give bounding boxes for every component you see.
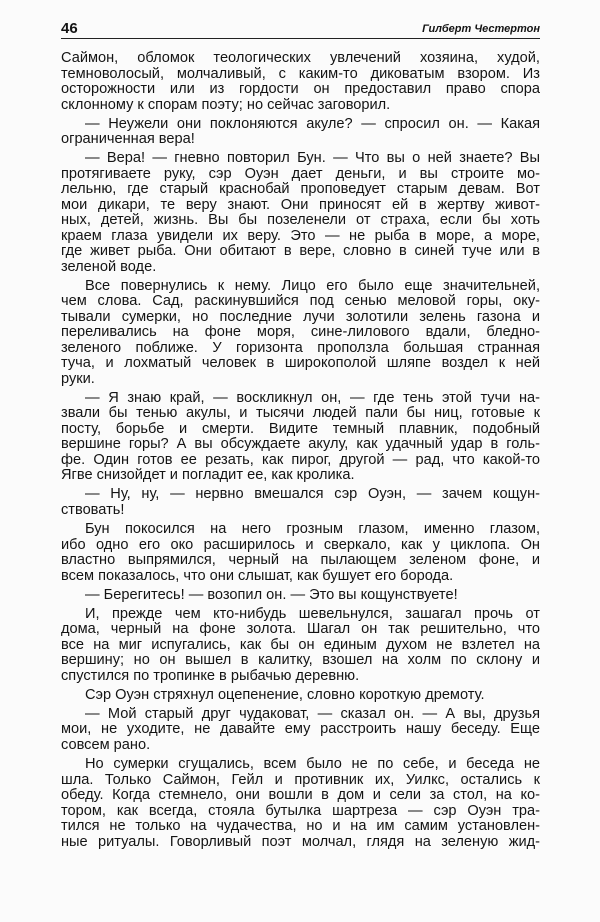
paragraph (61, 707, 540, 754)
text-line: туча, и лохматый человек в широкополой шляпе воздел к ней (61, 355, 540, 372)
text-line: Все повернулись к нему. Лицо его было еще значительней, (85, 277, 540, 294)
paragraph (61, 391, 540, 484)
paragraph (61, 522, 540, 584)
text-line: дома, черный на фоне золота. Шагал он так решительно, что (61, 621, 540, 638)
text-line: Бун покосился на него грозным глазом, именно глазом, (85, 521, 540, 538)
text-line: всем показалось, что они слышат, как бушует его борода. (61, 567, 454, 584)
page-header (61, 20, 540, 39)
text-line: И, прежде чем кто-нибудь шевельнулся, зашагал прочь от (85, 605, 540, 622)
text-line: зеленой воде. (61, 258, 157, 275)
paragraph (61, 51, 540, 113)
text-line: посту, борьбе и смерти. Видите темный плавник, подобный (61, 420, 540, 437)
paragraph (61, 279, 540, 388)
text-line: властно выпрямился, черный на пылающем зеленом фоне, и (61, 552, 540, 569)
page-number: 46 (61, 20, 78, 37)
text-line: темноволосый, молчаливый, с каким-то диковатым взором. Из (61, 65, 540, 82)
text-line: краем глаза увидели их веру. Это — не рыба в море, а море, (61, 227, 540, 244)
text-line: все на миг испугались, как бы он единым духом не взлетел на (61, 636, 540, 653)
text-line: Саймон, обломок теологических увлечений хозяина, худой, (61, 50, 540, 66)
text-line: Но сумерки сгущались, всем было не по себе, и беседа не (85, 756, 540, 773)
text-line: вершине горы? А вы обсуждаете акулу, как удачный удар в голь- (61, 436, 540, 453)
text-line: — Ну, ну, — нервно вмешался сэр Оуэн, — зачем кощун- (85, 486, 540, 503)
text-line: — Берегитесь! — возопил он. — Это вы кощунствуете! (85, 586, 458, 603)
text-line: ные ритуалы. Говорливый поэт молчал, глядя на зеленую жид- (61, 833, 540, 850)
text-line: протягиваете руку, сэр Оуэн дает деньги, и вы строите мо- (61, 165, 540, 182)
text-line: зеленого поближе. У горизонта проползла большая странная (61, 339, 540, 356)
text-line: Ягве снизойдет и погладит ее, как кролика. (61, 467, 355, 484)
text-line: — Неужели они поклоняются акуле? — спросил он. — Какая (85, 115, 540, 132)
text-line: — Мой старый друг чудаковат, — сказал он. — А вы, друзья (85, 705, 540, 722)
paragraph (61, 588, 540, 604)
page-body-text (61, 51, 540, 854)
text-line: чем слова. Сад, раскинувшийся под сенью меловой горы, оку- (61, 293, 540, 310)
paragraph (61, 607, 540, 685)
text-line: осторожности или из гордости он предоставил право спора (61, 81, 540, 97)
text-line: спустился по тропинке в рыбачью деревню. (61, 667, 360, 684)
text-line: лельню, где старый краснобай проповедует старым девам. Вот (61, 181, 540, 198)
paragraph (61, 151, 540, 275)
text-line: вершину; но он вышел в калитку, взошел на холм по склону и (61, 652, 540, 669)
paragraph (61, 757, 540, 850)
paragraph (61, 117, 540, 148)
text-line: тывали сумерки, но последние лучи золотили зелень газона и (61, 308, 540, 325)
text-line: — Я знаю край, — воскликнул он, — где тень этой тучи на- (85, 389, 540, 406)
running-title: Гилберт Честертон (422, 23, 540, 35)
text-line: фе. Один готов ее резать, как пирог, другой — рад, что какой-то (61, 451, 540, 468)
text-line: склонному к спорам поэту; но сейчас заговорил. (61, 96, 391, 113)
text-line: тился не только на чудачества, но и на им самим установлен- (61, 818, 540, 835)
text-line: тором, как всегда, стояла бутылка шартреза — сэр Оуэн тра- (61, 802, 540, 819)
text-line: ствовать! (61, 501, 125, 518)
text-line: шла. Только Саймон, Гейл и противник их, Уилкс, остались к (61, 771, 540, 788)
text-line: — Вера! — гневно повторил Бун. — Что вы о ней знаете? Вы (85, 150, 540, 167)
text-line: звали бы тенью акулы, и тысячи людей пали бы ниц, готовые к (61, 405, 540, 422)
text-line: Сэр Оуэн стряхнул оцепенение, словно короткую дремоту. (85, 686, 485, 703)
text-line: ограниченная вера! (61, 131, 195, 148)
text-line: ибо одно его око расширилось и сверкало, как у циклопа. Он (61, 536, 540, 553)
paragraph (61, 487, 540, 518)
text-line: обеду. Когда стемнело, они вошли в дом и сели за стол, на ко- (61, 787, 540, 804)
text-line: ных, детей, жизнь. Вы бы позеленели от страха, если бы хоть (61, 212, 540, 229)
paragraph (61, 688, 540, 704)
text-line: совсем рано. (61, 736, 151, 753)
text-line: руки. (61, 370, 95, 387)
text-line: мои дикари, те веру знают. Они приносят ей в жертву живот- (61, 196, 540, 213)
text-line: переливались на фоне моря, сине-лилового вдали, бледно- (61, 324, 540, 341)
text-line: где живет рыба. Они обитают в вере, словно в синей туче или в (61, 243, 540, 260)
text-line: мои, не уходите, не давайте ему расстроить нашу беседу. Еще (61, 721, 540, 738)
